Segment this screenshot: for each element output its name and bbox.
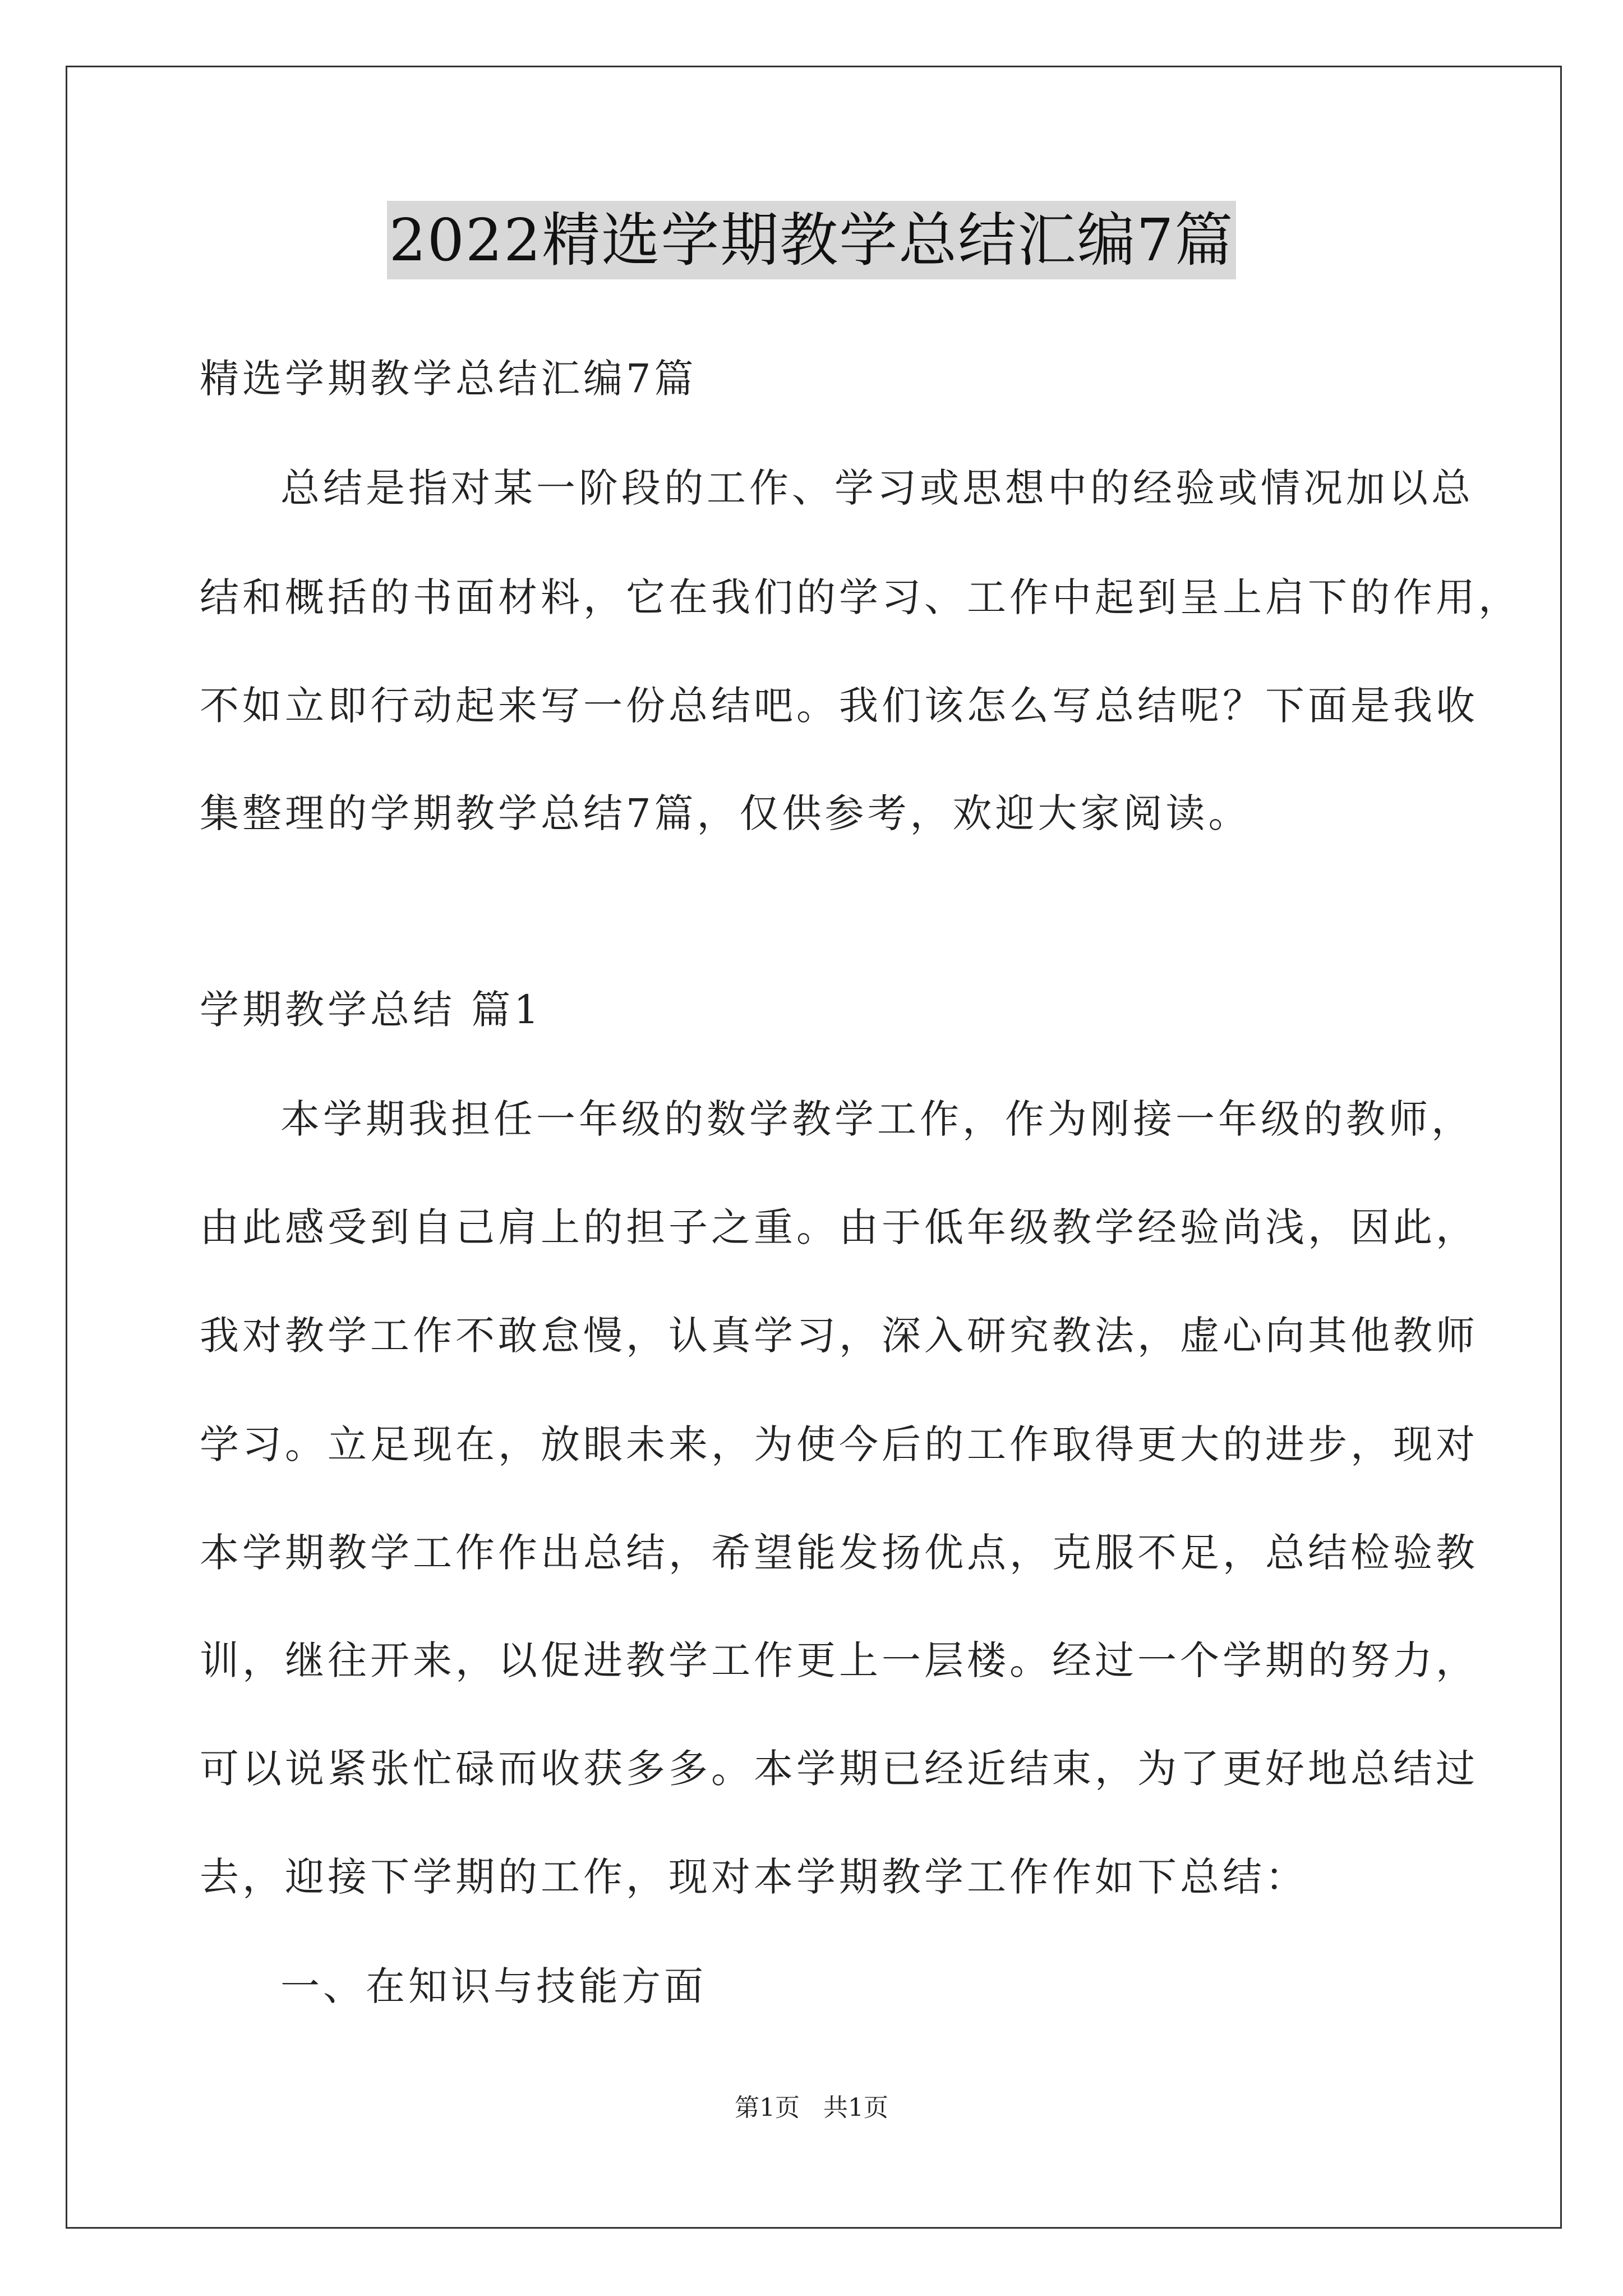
body-line: 训，继往开来，以促进教学工作更上一层楼。经过一个学期的努力，: [200, 1637, 1478, 1683]
subheading: 一、在知识与技能方面: [280, 1963, 707, 2009]
body-line: 去，迎接下学期的工作，现对本学期教学工作作如下总结：: [200, 1854, 1308, 1900]
document-title: 2022精选学期教学总结汇编7篇: [387, 201, 1237, 279]
body-line: 可以说紧张忙碌而收获多多。本学期已经近结束，为了更好地总结过: [200, 1746, 1478, 1792]
body-line: 本学期我担任一年级的数学教学工作，作为刚接一年级的教师，: [280, 1096, 1474, 1142]
body-line: 学习。立足现在，放眼未来，为使今后的工作取得更大的进步，现对: [200, 1421, 1478, 1467]
intro-line: 结和概括的书面材料，它在我们的学习、工作中起到呈上启下的作用，: [200, 574, 1521, 620]
title-container: [0, 201, 1623, 279]
body-line: 本学期教学工作作出总结，希望能发扬优点，克服不足，总结检验教: [200, 1530, 1478, 1576]
intro-line: 集整理的学期教学总结7篇，仅供参考，欢迎大家阅读。: [200, 790, 1251, 836]
intro-line: 总结是指对某一阶段的工作、学习或思想中的经验或情况加以总: [280, 465, 1474, 511]
page-footer: [0, 2091, 1623, 2125]
intro-line: 不如立即行动起来写一份总结吧。我们该怎么写总结呢？下面是我收: [200, 683, 1478, 729]
body-line: 我对教学工作不敢怠慢，认真学习，深入研究教法，虚心向其他教师: [200, 1313, 1478, 1359]
page-total: 共1页: [823, 2093, 888, 2122]
document-subtitle: 精选学期教学总结汇编7篇: [200, 356, 697, 402]
section-heading: 学期教学总结 篇1: [200, 987, 542, 1033]
page-number: 第1页: [735, 2093, 800, 2122]
body-line: 由此感受到自己肩上的担子之重。由于低年级教学经验尚浅，因此，: [200, 1204, 1478, 1250]
